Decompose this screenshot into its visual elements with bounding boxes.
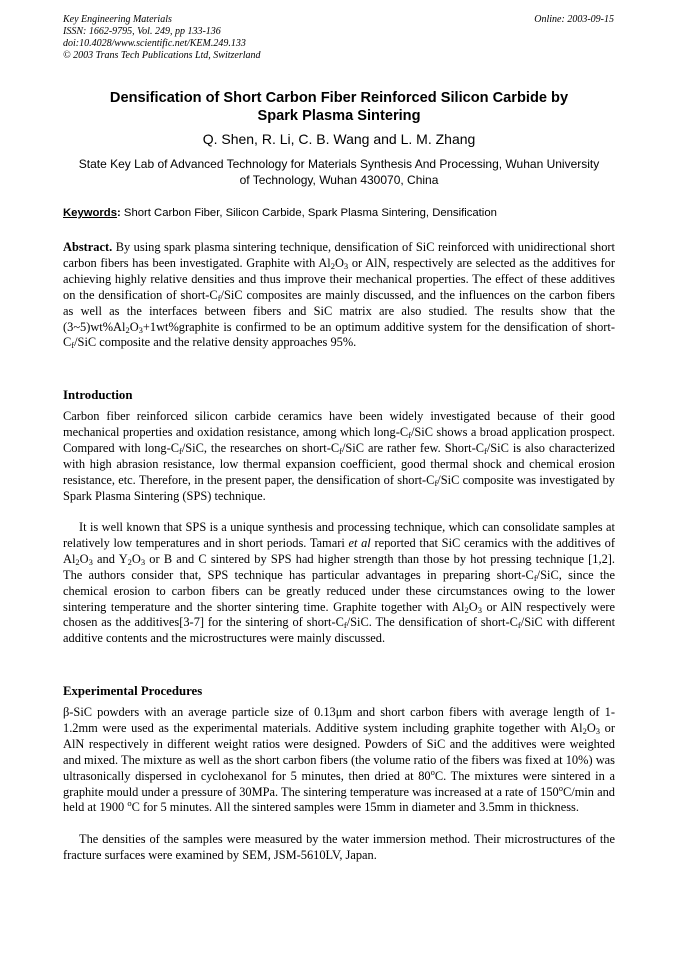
paper-title	[63, 89, 615, 125]
online-date: Online: 2003-09-15	[534, 14, 614, 25]
affiliation-line-1: State Key Lab of Advanced Technology for Materials Synthesis And Processing, Wuhan University	[78, 157, 600, 171]
introduction-paragraph-1: Carbon fiber reinforced silicon carbide ceramics have been widely investigated because of their good mechanical properties and oxidation resistance, among which long-$C_f$/SiC shows a broad application prospect. Compared with long-$C_f$/SiC, the researches on short-$C_f$/SiC are rather few. Short-$C_f$/SiC is also characterized with high abrasion resistance, low thermal expansion coefficient, good thermal shock and chemical erosion resistance, etc. Therefore, in the present paper, the densification of short-$C_f$/SiC composite was investigated by Spark Plasma Sintering (SPS) technique.	[63, 409, 615, 503]
title-line-1: Densification of Short Carbon Fiber Reinforced Silicon Carbide by	[109, 90, 569, 106]
experimental-paragraph-1: β-SiC powders with an average particle size of 0.13μm and short carbon fibers with average length of 1-1.2mm were used as the experimental materials. Additive system including graphite together with $Al_2O_3$ or AlN respectively in different weight ratios were designed. Powders of SiC and the additives were weighted and mixed. The mixture as well as the short carbon fibers (the volume ratio of the fibers was fixed at 10%) was ultrasonically dispersed in cyclohexanol for 5 minutes, then dried at 80$^o$C. The mixtures were sintered in a graphite mould under a pressure of 30MPa. The sintering temperature was increased at a rate of 150$^o$C/min and held at 1900 $^o$C for 5 minutes. All the sintered samples were 15mm in diameter and 3.5mm in thickness.	[63, 705, 615, 815]
affiliation	[63, 156, 615, 188]
journal-doi: doi:10.4028/www.scientific.net/KEM.249.133	[63, 38, 246, 49]
experimental-heading: Experimental Procedures	[63, 684, 203, 698]
keywords-text: Short Carbon Fiber, Silicon Carbide, Spark Plasma Sintering, Densification	[123, 207, 497, 219]
keywords-colon: :	[117, 207, 121, 219]
abstract-label: Abstract.	[63, 240, 113, 254]
keywords-label: Keywords	[63, 207, 117, 219]
abstract: Abstract. By using spark plasma sintering technique, densification of SiC reinforced with unidirectional short carbon fibers has been investigated. Graphite with $Al_2O_3$ or AlN, respectively are selected as the additives for achieving highly relative densities and thus improve their mechanical properties. The effect of these additives on the densification of short-$C_f$/SiC composites are mainly discussed, and the influences on the carbon fibers as well as the interfaces between fibers and SiC matrix are also studied. The results show that the $(3\sim 5)wt\%Al_2O_3+1wt\%graphite$ is confirmed to be an optimum additive system for the densification of short-$C_f$/SiC composite and the relative density approaches 95%.	[63, 240, 615, 351]
keywords	[63, 206, 615, 220]
title-line-2: Spark Plasma Sintering	[257, 108, 421, 124]
journal-copyright: © 2003 Trans Tech Publications Ltd, Switzerland	[63, 50, 261, 61]
journal-issn: ISSN: 1662-9795, Vol. 249, pp 133-136	[63, 26, 221, 37]
authors: Q. Shen, R. Li, C. B. Wang and L. M. Zhang	[202, 131, 476, 147]
affiliation-line-2: of Technology, Wuhan 430070, China	[239, 173, 439, 187]
journal-name: Key Engineering Materials	[63, 14, 172, 25]
introduction-paragraph-2: It is well known that SPS is a unique synthesis and processing technique, which can consolidate samples at relatively low temperatures and in short periods. Tamari et al reported that SiC ceramics with the additives of $Al_2O_3$ and $Y_2O_3$ or B and C sintered by SPS had higher strength than those by hot pressing technique [1,2]. The authors consider that, SPS technique has particular advantages in preparing short-$C_f$/SiC, since the chemical erosion to carbon fibers can be greatly reduced under these circumstances owing to the lower sintering temperature and the shorter sintering time. Graphite together with $Al_2O_3$ or AlN respectively were chosen as the additives[3-7] for the sintering of short-$C_f$/SiC. The densification of short-$C_f$/SiC with different additive contents and the microstructures were mainly discussed.	[63, 520, 616, 646]
journal-header	[63, 14, 261, 62]
experimental-paragraph-2: The densities of the samples were measured by the water immersion method. Their microstructures of the fracture surfaces were examined by SEM, JSM-5610LV, Japan.	[63, 832, 615, 862]
introduction-heading: Introduction	[63, 388, 133, 402]
et-al: et al	[348, 535, 371, 550]
